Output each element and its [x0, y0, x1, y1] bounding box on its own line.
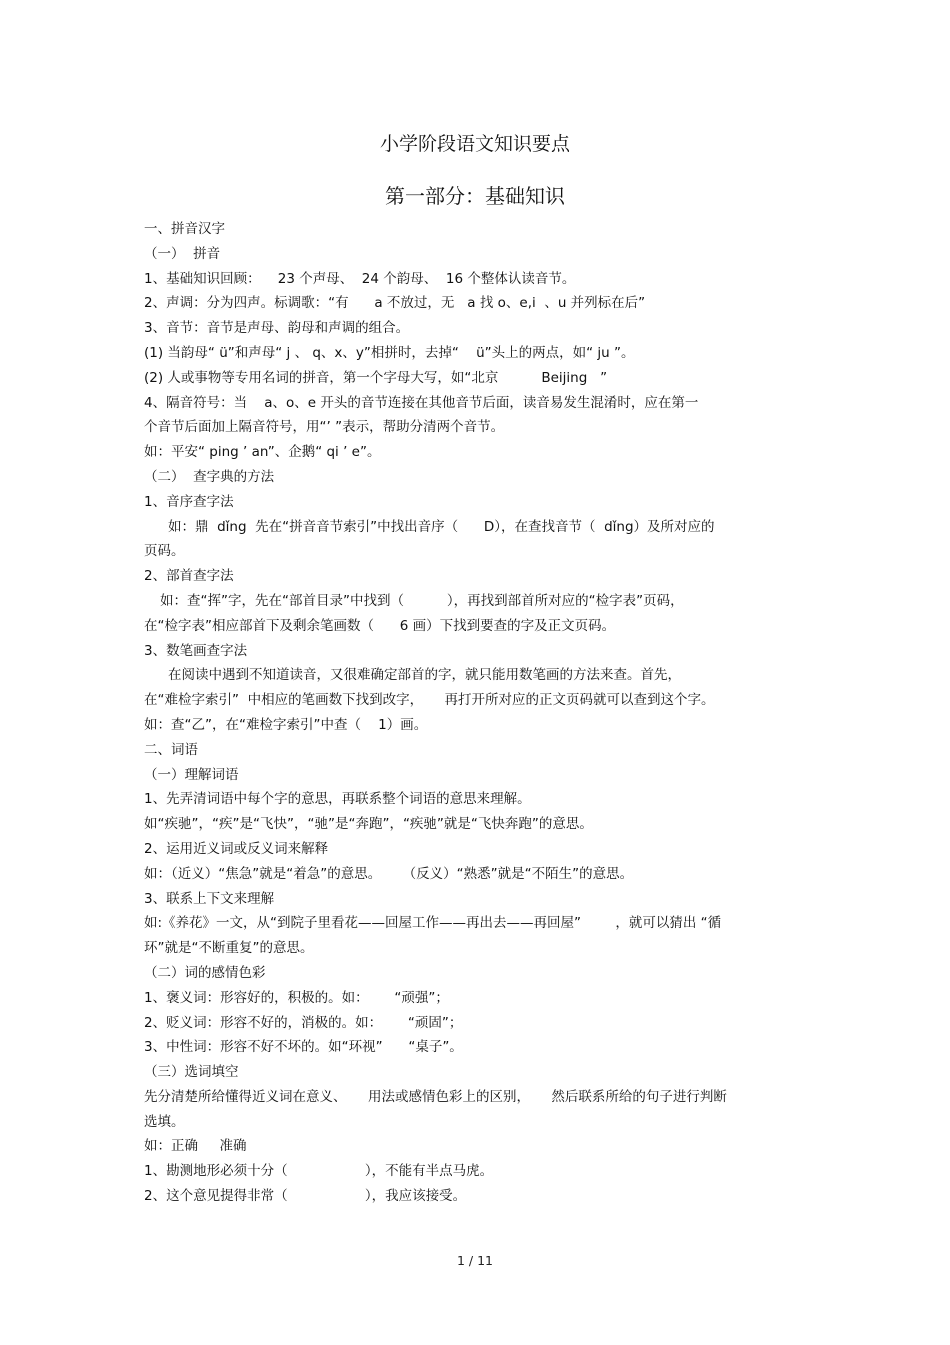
- text-line: 2、贬义词：形容不好的，消极的。如： “顽固”；: [144, 1014, 463, 1031]
- text-line: 如“疾驰”，“疾”是“飞快”，“驰”是“奔跑”，“疾驰”就是“飞快奔跑”的意思。: [144, 816, 593, 833]
- text-line: 在“难检字索引” 中相应的笔画数下找到改字， 再打开所对应的正文页码就可以查到这个字。: [144, 692, 715, 709]
- text-line: 在“检字表”相应部首下及剩余笔画数（ 6 画）下找到要查的字及正文页码。: [144, 617, 616, 634]
- subheading-fill-in: （三）选词填空: [144, 1064, 239, 1081]
- heading-pinyin-hanzi: 一、拼音汉字: [144, 221, 225, 237]
- subheading-understand: （一）理解词语: [144, 766, 239, 783]
- text-line: 环”就是“不断重复”的意思。: [144, 940, 314, 957]
- text-line: 4、隔音符号：当 a、o、e 开头的音节连接在其他音节后面，读音易发生混淆时，应在第一: [144, 394, 699, 411]
- text-line: 2、部首查字法: [144, 568, 234, 585]
- text-line: 2、运用近义词或反义词来解释: [144, 840, 329, 857]
- text-line: 在阅读中遇到不知道读音，又很难确定部首的字，就只能用数笔画的方法来查。首先，: [168, 667, 681, 684]
- text-line: 如:《养花》一文，从“到院子里看花——回屋工作——再出去——再回屋” ，就可以猜出 “循: [144, 915, 722, 932]
- text-line: 选填。: [144, 1113, 185, 1130]
- subheading-pinyin: （一） 拼音: [144, 245, 221, 262]
- text-line: 先分清楚所给懂得近义词在意义、 用法或感情色彩上的区别， 然后联系所给的句子进行判断: [144, 1088, 727, 1105]
- text-line: 个音节后面加上隔音符号，用“’ ”表示，帮助分清两个音节。: [144, 419, 505, 436]
- subheading-sentiment: （二）词的感情色彩: [144, 964, 266, 981]
- text-line: 3、联系上下文来理解: [144, 890, 275, 907]
- text-line: 3、中性词：形容不好不坏的。如“环视” “桌子”。: [144, 1039, 463, 1056]
- text-line: 如：查“乙”，在“难检字索引”中查（ 1）画。: [144, 716, 428, 733]
- text-line: 如：查“挥”字，先在“部首目录”中找到（ ），再找到部首所对应的“检字表”页码，: [160, 592, 684, 609]
- text-line: (2) 人或事物等专用名词的拼音，第一个字母大写，如“北京 Beijing ”: [144, 369, 608, 386]
- text-line: 1、基础知识回顾： 23 个声母、 24 个韵母、 16 个整体认读音节。: [144, 270, 576, 287]
- section-title: 第一部分：基础知识: [385, 184, 565, 208]
- text-line: 3、音节：音节是声母、韵母和声调的组合。: [144, 320, 410, 337]
- text-line: 页码。: [144, 543, 185, 560]
- heading-words: 二、词语: [144, 741, 198, 758]
- subheading-dictionary: （二） 查字典的方法: [144, 468, 275, 485]
- document-title: 小学阶段语文知识要点: [379, 133, 570, 155]
- text-line: 2、声调：分为四声。标调歌：“有 a 不放过，无 a 找 o、e,i 、u 并列标在后”: [144, 295, 646, 312]
- page-number: 1 / 11: [456, 1253, 494, 1268]
- text-line: 1、先弄清词语中每个字的意思，再联系整个词语的意思来理解。: [144, 791, 531, 808]
- text-line: 3、数笔画查字法: [144, 642, 248, 659]
- text-line: 如：正确 准确: [144, 1138, 247, 1155]
- text-line: 1、褒义词：形容好的，积极的。如： “顽强”；: [144, 989, 449, 1006]
- text-line: 1、音序查字法: [144, 493, 234, 510]
- text-line: 如：鼎 dǐng 先在“拼音音节索引”中找出音序（ D），在查找音节（ dǐng）及所对应的: [168, 518, 715, 535]
- text-line: 1、勘测地形必须十分（ ），不能有半点马虎。: [144, 1163, 494, 1180]
- text-line: 2、这个意见提得非常（ ），我应该接受。: [144, 1188, 467, 1205]
- text-line: (1) 当韵母“ ü”和声母“ j 、 q、x、y”相拼时，去掉“ ü”头上的两点，如“ ju ”。: [144, 344, 635, 361]
- text-line: 如：平安“ ping ’ an”、企鹅“ qi ’ e”。: [144, 444, 381, 461]
- text-line: 如：（近义）“焦急”就是“着急”的意思。 （反义）“熟悉”就是“不陌生”的意思。: [144, 865, 634, 882]
- body-text: [144, 217, 814, 1209]
